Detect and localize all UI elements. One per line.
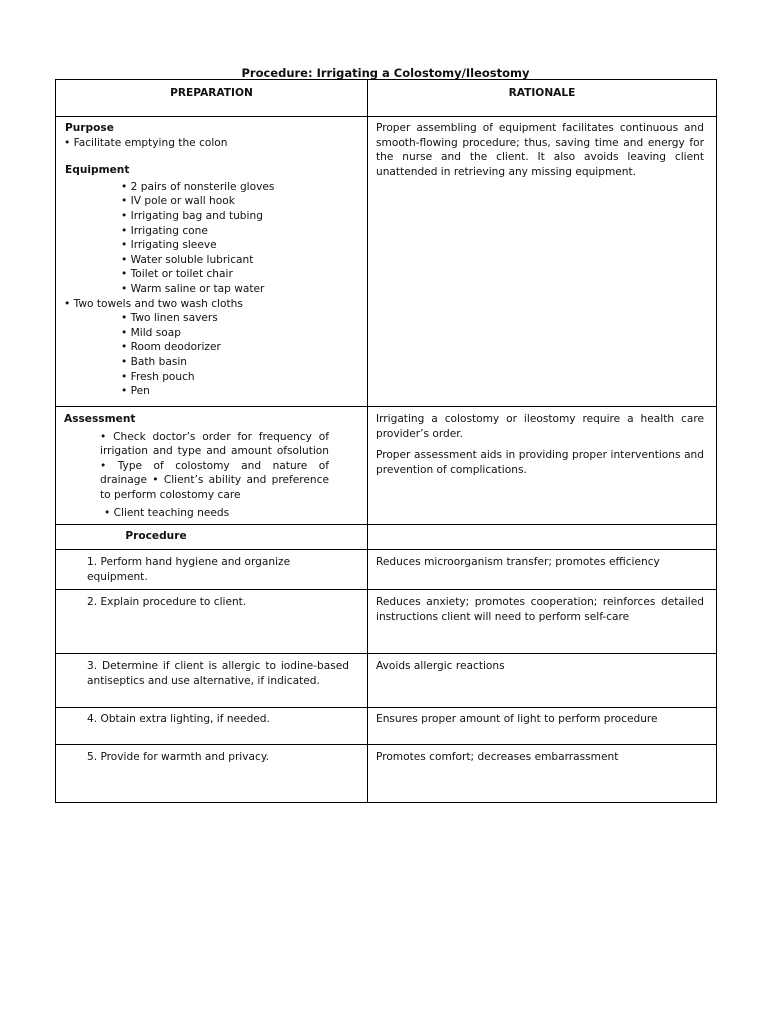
procedure-table <box>55 79 717 803</box>
step-row <box>56 590 717 654</box>
step-cell <box>56 550 368 590</box>
step-cell <box>56 708 368 745</box>
equipment-item: • Pen <box>64 384 357 399</box>
equipment-item: • Mild soap <box>64 326 357 341</box>
equipment-item: • Irrigating cone <box>64 224 357 239</box>
step-text: 3. Determine if client is allergic to iodine-based antiseptics and use alternative, if indicated. <box>87 660 349 687</box>
purpose-rationale-cell <box>368 117 717 407</box>
purpose-rationale: Proper assembling of equipment facilitates continuous and smooth-flowing procedure; thus, saving time and energy for the nurse and the client. It also avoids leaving client unattended in retrieving any missing equipment. <box>376 122 704 178</box>
purpose-row <box>56 117 717 407</box>
step-rationale: Promotes comfort; decreases embarrassment <box>376 751 619 763</box>
equipment-item: • Water soluble lubricant <box>64 253 357 268</box>
step-rationale: Ensures proper amount of light to perform procedure <box>376 713 658 725</box>
purpose-heading: Purpose <box>65 122 114 134</box>
assessment-item: • Client teaching needs <box>104 506 357 521</box>
assessment-text: Check doctor’s order for frequency of irrigation and type and amount ofsolution • Type of colostomy and nature of drainage • Client’s ability and preference to perform colostomy care <box>100 430 329 501</box>
step-row <box>56 745 717 803</box>
empty-cell <box>368 525 717 550</box>
equipment-heading: Equipment <box>65 164 130 177</box>
assessment-rationale-cell <box>368 407 717 525</box>
step-cell <box>56 654 368 708</box>
step-text: 5. Provide for warmth and privacy. <box>87 751 269 763</box>
step-rationale: Avoids allergic reactions <box>376 660 505 672</box>
step-cell <box>56 745 368 803</box>
equipment-item: • Room deodorizer <box>64 340 357 355</box>
step-rationale-cell <box>368 708 717 745</box>
equipment-item: • Fresh pouch <box>64 370 357 385</box>
step-rationale-cell <box>368 654 717 708</box>
equipment-item: • Bath basin <box>64 355 357 370</box>
assessment-rationale-2: Proper assessment aids in providing proper interventions and prevention of complications. <box>376 449 704 476</box>
step-cell <box>56 590 368 654</box>
step-text: 1. Perform hand hygiene and organize equipment. <box>87 556 291 583</box>
procedure-heading: Procedure <box>125 530 187 542</box>
assessment-cell <box>56 407 368 525</box>
assessment-rationale-1: Irrigating a colostomy or ileostomy require a health care provider’s order. <box>376 413 704 440</box>
equipment-item: • IV pole or wall hook <box>64 194 357 209</box>
step-rationale-cell <box>368 590 717 654</box>
document-title: Procedure: Irrigating a Colostomy/Ileostomy <box>241 66 530 80</box>
procedure-heading-row <box>56 525 717 550</box>
step-text: 2. Explain procedure to client. <box>87 596 247 608</box>
step-rationale: Reduces microorganism transfer; promotes efficiency <box>376 556 660 568</box>
step-rationale: Reduces anxiety; promotes cooperation; reinforces detailed instructions client will need to perform self-care <box>376 596 704 623</box>
step-text: 4. Obtain extra lighting, if needed. <box>87 713 270 725</box>
purpose-cell <box>56 117 368 407</box>
step-row <box>56 550 717 590</box>
equipment-item: • Irrigating bag and tubing <box>64 209 357 224</box>
preparation-header: PREPARATION <box>56 80 368 117</box>
step-row <box>56 654 717 708</box>
header-row <box>56 80 717 117</box>
equipment-item: • Warm saline or tap water <box>64 282 357 297</box>
equipment-item: • Two linen savers <box>64 311 357 326</box>
assessment-row <box>56 407 717 525</box>
step-rationale-cell <box>368 745 717 803</box>
rationale-header: RATIONALE <box>368 80 717 117</box>
bullet-glyph: • <box>100 430 114 443</box>
procedure-heading-cell <box>56 525 368 550</box>
equipment-item: • Toilet or toilet chair <box>64 267 357 282</box>
step-rationale-cell <box>368 550 717 590</box>
purpose-item: • Facilitate emptying the colon <box>64 136 357 151</box>
equipment-item: • 2 pairs of nonsterile gloves <box>64 180 357 195</box>
assessment-heading: Assessment <box>64 413 136 425</box>
equipment-item: • Irrigating sleeve <box>64 238 357 253</box>
step-row <box>56 708 717 745</box>
equipment-item: • Two towels and two wash cloths <box>64 297 357 312</box>
